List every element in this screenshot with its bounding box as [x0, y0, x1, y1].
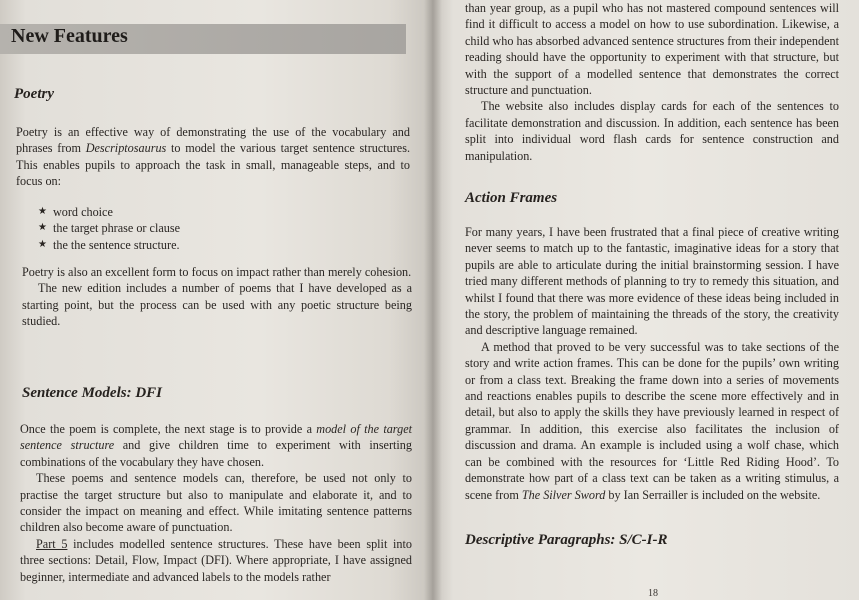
action-frames-heading: Action Frames [465, 190, 558, 206]
page-number: 18 [648, 588, 658, 599]
right-page [432, 0, 859, 600]
action-frames-text: For many years, I have been frustrated that a final piece of creative writing never seems to match up to the fantastic, imaginative ideas for a story that pupils are able to articulate during the initial brainstorming session. I have tried many different methods of planning to try to remedy this situation, and whilst I found that there was more evidence of these ideas being included in the story, the problem of maintaining the threads of the story, the creativity and descriptive language remained. A method that proved to be very successful was to take sections of the story and write action frames. This can be done for the pupils’ own writing or from a class text. Breaking the frame down into a series of movements and reactions enables pupils to describe the scene more effectively and in detail, but also to apply the skills they have previously learned in respect of grammar. In addition, this exercise also facilitates the inclusion of discussion and drama. An example is included using a wolf chase, which can be combined with the resources for ‘Little Red Riding Hood’. To demonstrate how part of a class text can be taken as a writing stimulus, a scene from The Silver Sword by Ian Serrailler is included on the website. [465, 225, 839, 502]
list-item: ★ the the sentence structure. [38, 237, 180, 252]
sentence-models-text: Once the poem is complete, the next stage is to provide a model of the target sentence structure and give children time to experiment with inserting combinations of the vocabulary they have chosen. These poems and sentence models can, therefore, be used not only to practise the target structure but also to manipulate and elaborate it, and to consider the impact on meaning and effect. While imitating sentence patterns children also become aware of punctuation. Part 5 includes modelled sentence structures. These have been split into three sections: Detail, Flow, Impact (DFI). Where appropriate, I have assigned beginner, intermediate and advanced labels to the models rather [20, 422, 412, 584]
book-gutter [424, 0, 442, 600]
star-bullet-icon: ★ [38, 238, 47, 250]
sentence-models-heading: Sentence Models: DFI [22, 385, 162, 401]
poetry-heading: Poetry [14, 86, 54, 102]
star-bullet-icon: ★ [38, 206, 47, 217]
list-item: ★ the target phrase or clause [38, 221, 180, 236]
focus-list [38, 204, 180, 253]
poetry-paragraph-2: Poetry is also an excellent form to focus on impact rather than merely cohesion. The new edition includes a number of poems that I have developed as a starting point, but the process can be used with any poetic structure being studied. [22, 265, 412, 329]
intro-text: than year group, as a pupil who has not mastered compound sentences will find it difficult to access a model on how to use subordination. Likewise, a child who has absorbed advanced sentence structures from their independent reading should have the opportunity to experiment with that structure, but with the support of a modelled sentence that demonstrates the correct structure and punctuation. The website also includes display cards for each of the sentences to facilitate demonstration and discussion. In addition, each sentence has been split into individual word flash cards for sentence construction and manipulation. [465, 1, 839, 163]
poetry-paragraph-1: Poetry is an effective way of demonstrating the use of the vocabulary and phrases from Descriptosaurus to model the various target sentence structures. This enables pupils to approach the task in small, manageable steps, and to focus on: [16, 125, 410, 189]
list-item: ★ word choice [38, 205, 113, 219]
descriptive-paragraphs-heading: Descriptive Paragraphs: S/C-I-R [465, 532, 668, 548]
part-5-link[interactable]: Part 5 [36, 536, 68, 551]
banner-title: New Features [11, 25, 128, 47]
star-bullet-icon: ★ [38, 222, 47, 234]
